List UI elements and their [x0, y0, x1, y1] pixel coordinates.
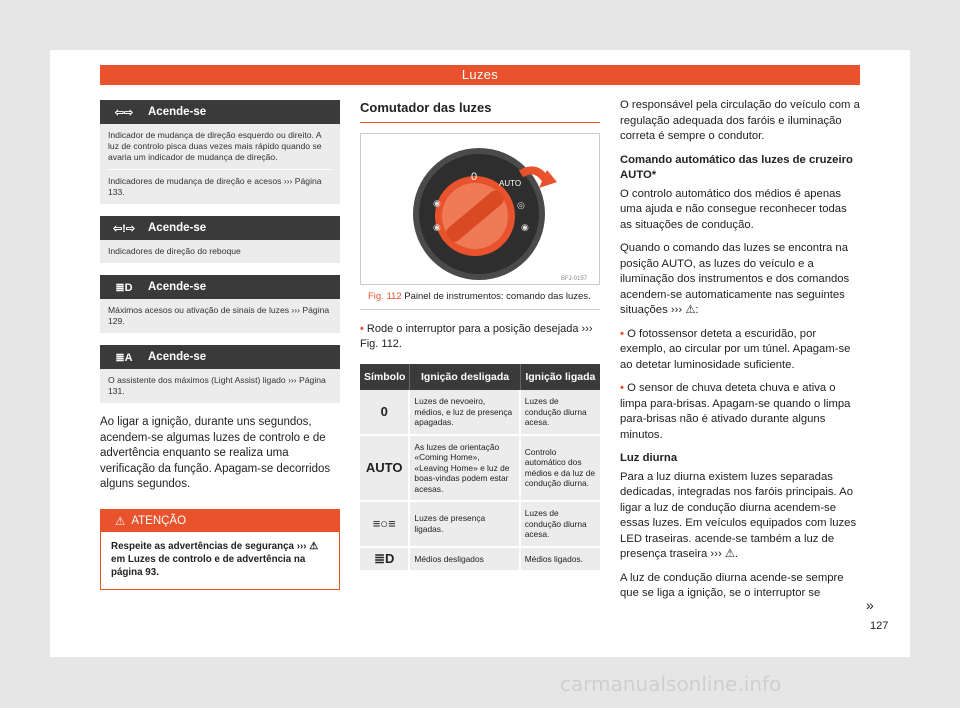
body-paragraph: Ao ligar a ignição, durante uns segundos, acendem-se algumas luzes de controlo e de advertência enquanto se realiza uma verificação da função. Apagam-se decorridos alguns segundos.	[100, 416, 331, 490]
warning-icon: ⚠	[115, 515, 126, 528]
block-text: O assistente dos máximos (Light Assist) ligado ››› Página 131.	[108, 375, 326, 396]
table-row	[360, 502, 600, 548]
svg-text:◉: ◉	[433, 198, 441, 208]
switch-positions-table	[360, 364, 600, 572]
ignition-on-cell: Luzes de condução diurna acesa.	[521, 502, 600, 548]
column-header: Símbolo	[360, 364, 410, 390]
watermark: carmanualsonline.info	[560, 672, 782, 696]
table-header-row	[360, 364, 600, 390]
figure-number: Fig. 112	[368, 291, 402, 302]
block-text: Indicador de mudança de direção esquerdo ou direito. A luz de controlo pisca duas vezes mais rápido quando se avaria um indicador de mudança de direção.	[108, 130, 322, 162]
body-paragraph: Quando o comando das luzes se encontra na posição AUTO, as luzes do veículo e a iluminação dos instrumentos e dos comandos acendem-se automaticamente nas seguintes situações ››› ⚠:	[620, 242, 850, 316]
section-header: Luzes	[100, 65, 860, 85]
position-symbol: ≡○≡	[360, 502, 410, 548]
light-switch-illustration	[361, 134, 599, 284]
svg-text:◎: ◎	[517, 200, 525, 210]
trailer-signal-icon: ⇦!⇨	[112, 222, 136, 235]
list-item: • O sensor de chuva deteta chuva e ativa o limpa para-brisas. Apagam-se quando o limpa para-brisas não é ativado durante alguns minutos.	[620, 382, 851, 441]
indicator-block-lightassist	[100, 345, 340, 403]
subheading-auto: Comando automático das luzes de cruzeiro AUTO*	[620, 153, 853, 181]
ignition-on-cell: Luzes de condução diurna acesa.	[521, 390, 600, 436]
block-text: Indicadores de mudança de direção e acesos ››› Página 133.	[108, 169, 332, 198]
table-row	[360, 390, 600, 436]
column-2	[360, 100, 600, 572]
body-paragraph: A luz de condução diurna acende-se sempre que se liga a ignição, se o interruptor se	[620, 571, 844, 599]
instruction-bullet: • Rode o interruptor para a posição desejada ››› Fig. 112.	[360, 323, 593, 350]
block-text: Máximos acesos ou ativação de sinais de luzes ››› Página 129.	[108, 305, 330, 326]
indicator-block-trailer	[100, 216, 340, 263]
dial-auto-label: AUTO	[499, 179, 522, 188]
figure-code: BFJ-0157	[561, 276, 588, 282]
figure-caption	[360, 285, 600, 310]
ignition-off-cell: As luzes de orientação «Coming Home», «Leaving Home» e luz de boas-vindas podem estar acesas.	[410, 436, 520, 503]
ignition-on-cell: Controlo automático dos médios e da luz de condução diurna.	[521, 436, 600, 503]
column-3	[620, 98, 860, 610]
ignition-on-cell: Médios ligados.	[521, 548, 600, 573]
high-beam-icon: ≣D	[115, 281, 133, 294]
warning-title: ATENÇÃO	[131, 514, 187, 527]
block-label: Acende-se	[148, 351, 207, 363]
body-paragraph: O controlo automático dos médios é apenas uma ajuda e não consegue reconhecer todas as situações de condução.	[620, 187, 847, 231]
block-text: Indicadores de direção do reboque	[108, 246, 241, 256]
turn-signal-icon: ⇦⇨	[114, 106, 134, 119]
svg-text:◉: ◉	[433, 222, 441, 232]
body-paragraph: O responsável pela circulação do veículo com a regulação adequada dos faróis e iluminação correta é sempre o condutor.	[620, 99, 860, 142]
section-title: Comutador das luzes	[360, 100, 600, 123]
column-1	[100, 100, 340, 590]
svg-text:◉: ◉	[521, 222, 529, 232]
table-row	[360, 436, 600, 503]
position-symbol: AUTO	[360, 436, 410, 503]
ignition-off-cell: Médios desligados	[410, 548, 520, 573]
position-symbol: 0	[360, 390, 410, 436]
body-paragraph: Para a luz diurna existem luzes separadas dedicadas, integradas nos faróis principais. Ao ligar a luz de condução diurna acendem-se essas luzes. Em veículos equipados com luzes LED traseiras. acende-se também a luz de presença traseira ››› ⚠.	[620, 470, 857, 560]
continue-marker: »	[866, 597, 874, 613]
warning-box	[100, 509, 340, 590]
table-row	[360, 548, 600, 573]
column-header: Ignição desligada	[410, 364, 520, 390]
light-assist-icon: ≣A	[115, 351, 133, 364]
figure-caption-text: Painel de instrumentos: comando das luzes.	[404, 291, 591, 302]
position-symbol: ≣D	[360, 548, 410, 573]
column-header: Ignição ligada	[521, 364, 600, 390]
indicator-block-turn	[100, 100, 340, 204]
light-switch-figure	[360, 133, 600, 285]
block-label: Acende-se	[148, 106, 207, 118]
page-number: 127	[870, 620, 889, 632]
ignition-off-cell: Luzes de nevoeiro, médios, e luz de presença apagadas.	[410, 390, 520, 436]
list-item: • O fotossensor deteta a escuridão, por exemplo, ao circular por um túnel. Apagam-se ao detetar luminosidade suficiente.	[620, 327, 851, 371]
indicator-block-highbeam	[100, 275, 340, 333]
block-label: Acende-se	[148, 281, 207, 293]
block-label: Acende-se	[148, 222, 207, 234]
subheading-daytime: Luz diurna	[620, 452, 678, 464]
warning-text: Respeite as advertências de segurança ››› ⚠ em Luzes de controlo e de advertência na página 93.	[111, 540, 318, 578]
ignition-off-cell: Luzes de presença ligadas.	[410, 502, 520, 548]
dial-zero-label: 0	[471, 171, 478, 183]
